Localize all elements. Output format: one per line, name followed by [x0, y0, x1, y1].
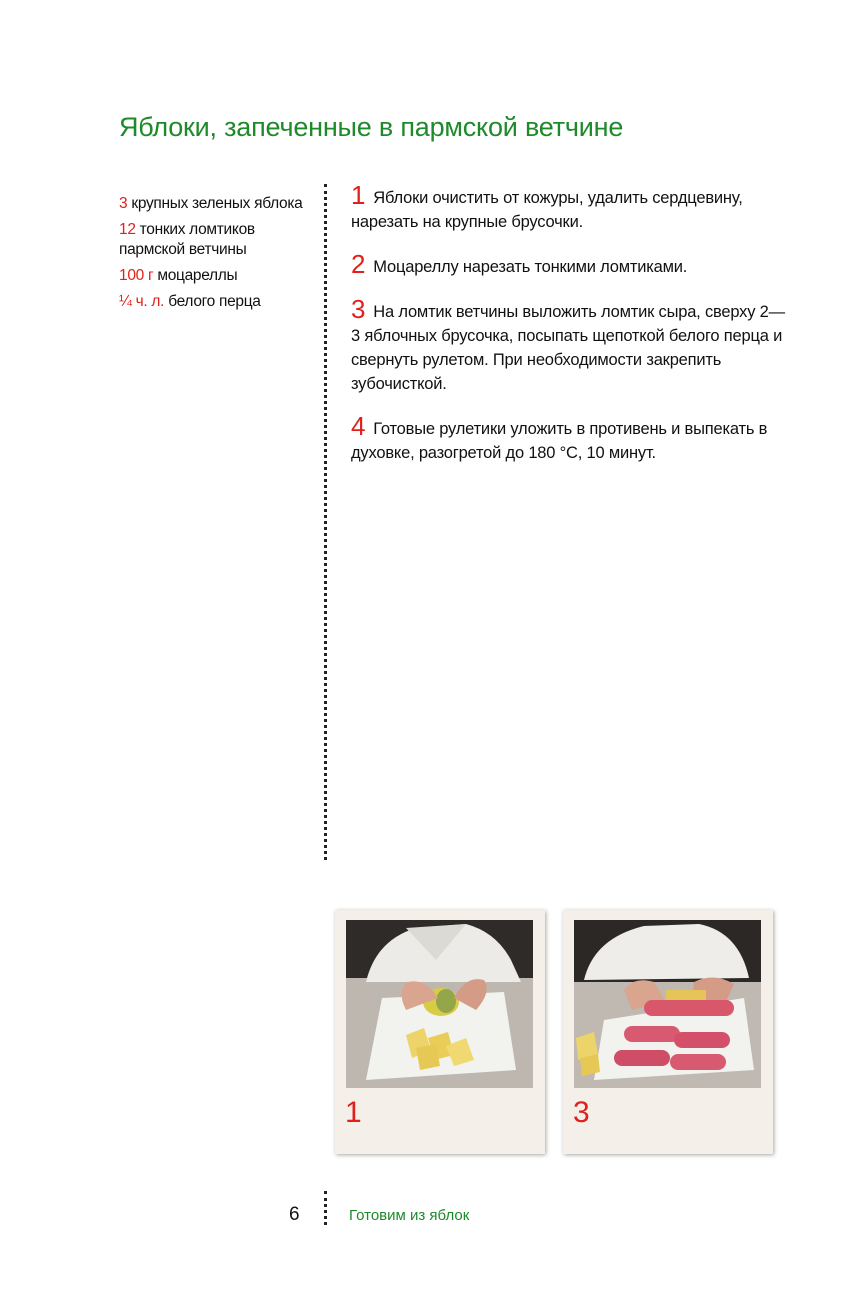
ingredient-quantity: 12: [119, 221, 136, 238]
step-number: 4: [351, 411, 366, 441]
step-number: 3: [351, 294, 366, 324]
ingredients-list: [119, 194, 309, 318]
ingredient-name: белого перца: [164, 293, 261, 310]
ingredient-item: [119, 266, 309, 286]
ham-rolls-illustration: [574, 920, 761, 1088]
ingredient-quantity: 100 г: [119, 267, 154, 284]
steps-list: [351, 180, 791, 483]
ingredient-name: крупных зеленых яблока: [127, 195, 303, 212]
photo-step-label: 1: [345, 1096, 362, 1129]
step-item: [351, 411, 791, 465]
apple-cutting-illustration: [346, 920, 533, 1088]
step-item: [351, 249, 791, 279]
dotted-divider: [324, 184, 327, 860]
step-text: Яблоки очистить от кожуры, удалить сердцевину, нарезать на крупные брусочки.: [351, 189, 743, 231]
page-number: 6: [289, 1204, 300, 1225]
step-photo: [335, 910, 545, 1154]
photo-image: [574, 920, 761, 1088]
step-photo: [563, 910, 773, 1154]
step-text: Готовые рулетики уложить в противень и выпекать в духовке, разогретой до 180 °C, 10 минут.: [351, 420, 768, 462]
step-number: 1: [351, 180, 366, 210]
ingredient-quantity: ¼ ч. л.: [119, 293, 165, 310]
step-item: [351, 180, 791, 234]
ingredient-quantity: 3: [119, 195, 128, 212]
ingredient-name: моцареллы: [153, 267, 238, 284]
step-text: На ломтик ветчины выложить ломтик сыра, сверху 2—3 яблочных брусочка, посыпать щепоткой белого перца и свернуть рулетом. При необходимости закрепить зубочисткой.: [351, 303, 785, 393]
photo-image: [346, 920, 533, 1088]
step-text: Моцареллу нарезать тонкими ломтиками.: [373, 258, 688, 276]
footer-dotted-divider: [324, 1191, 327, 1225]
step-item: [351, 294, 791, 396]
book-title: Готовим из яблок: [349, 1207, 470, 1224]
ingredient-name: тонких ломтиков пармской ветчины: [119, 221, 255, 258]
ingredient-item: [119, 292, 309, 312]
photo-step-label: 3: [573, 1096, 590, 1129]
step-number: 2: [351, 249, 366, 279]
ingredient-item: [119, 194, 309, 214]
ingredient-item: [119, 220, 309, 260]
page-title: Яблоки, запеченные в пармской ветчине: [119, 112, 624, 142]
